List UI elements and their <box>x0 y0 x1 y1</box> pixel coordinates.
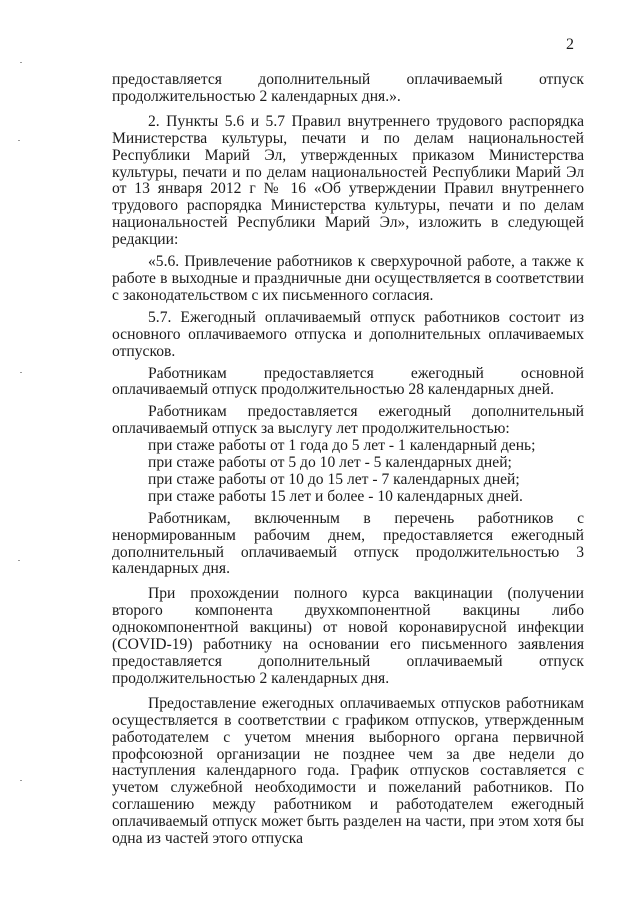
list-item: при стаже работы от 10 до 15 лет - 7 календарных дней; <box>148 470 520 488</box>
margin-mark <box>20 780 22 781</box>
page-number: 2 <box>566 36 574 53</box>
list-item: при стаже работы от 5 до 10 лет - 5 календарных дней; <box>148 454 512 472</box>
list-item: при стаже работы 15 лет и более - 10 календарных дней. <box>148 487 523 505</box>
list-item: при стаже работы от 1 года до 5 лет - 1 календарный день; <box>148 437 536 455</box>
paragraph-rule-5-6: «5.6. Привлечение работников к сверхурочной работе, а также к работе в выходные и праздничные дни осуществляется в соответствии с законодательством с их письменного согласия. <box>112 253 584 304</box>
paragraph-item-2: 2. Пункты 5.6 и 5.7 Правил внутреннего трудового распорядка Министерства культуры, печати и по делам национальностей Республики Марий Эл, утвержденных приказом Министерства культуры, печати и по делам национальностей Республики Марий Эл от 13 января 2012 г № 16 «Об утверждении Правил внутреннего трудового распорядка Министерства культуры, печати и по делам национальностей Республики Марий Эл», изложить в следующей редакции: <box>112 112 584 249</box>
paragraph-continuation: предоставляется дополнительный оплачиваемый отпуск продолжительностью 2 календарных дня.». <box>112 71 584 105</box>
margin-mark <box>20 372 22 373</box>
paragraph-rule-5-7: 5.7. Ежегодный оплачиваемый отпуск работников состоит из основного оплачиваемого отпуска и дополнительных оплачиваемых отпусков. <box>112 308 584 360</box>
document-body <box>112 72 584 848</box>
paragraph-irregular-hours: Работникам, включенным в перечень работников с ненормированным рабочим днем, предоставляется ежегодный дополнительный оплачиваемый отпуск продолжительностью 3 календарных дня. <box>112 509 584 578</box>
margin-mark <box>18 560 20 561</box>
margin-mark <box>20 62 22 63</box>
paragraph-seniority-leave: Работникам предоставляется ежегодный дополнительный оплачиваемый отпуск за выслугу лет продолжительностью: <box>112 403 584 438</box>
margin-mark <box>18 140 20 141</box>
paragraph-leave-schedule: Предоставление ежегодных оплачиваемых отпусков работникам осуществляется в соответствии с графиком отпусков, утвержденным работодателем с учетом мнения выборного органа первичной профсоюзной организации не позднее чем за две недели до наступления календарного года. График отпусков составляется с учетом служебной необходимости и пожеланий работников. По соглашению между работником и работодателем ежегодный оплачиваемый отпуск может быть разделен на части, при этом хотя бы одна из частей этого отпуска <box>112 694 584 848</box>
paragraph-basic-leave: Работникам предоставляется ежегодный основной оплачиваемый отпуск продолжительностью 28 календарных дней. <box>112 364 584 399</box>
paragraph-vaccination-leave: При прохождении полного курса вакцинации (получении второго компонента двухкомпонентной вакцины либо однокомпонентной вакцины) от новой коронавирусной инфекции (COVID-19) работнику на основании его письменного заявления предоставляется дополнительный оплачиваемый отпуск продолжительностью 2 календарных дня. <box>112 585 584 687</box>
